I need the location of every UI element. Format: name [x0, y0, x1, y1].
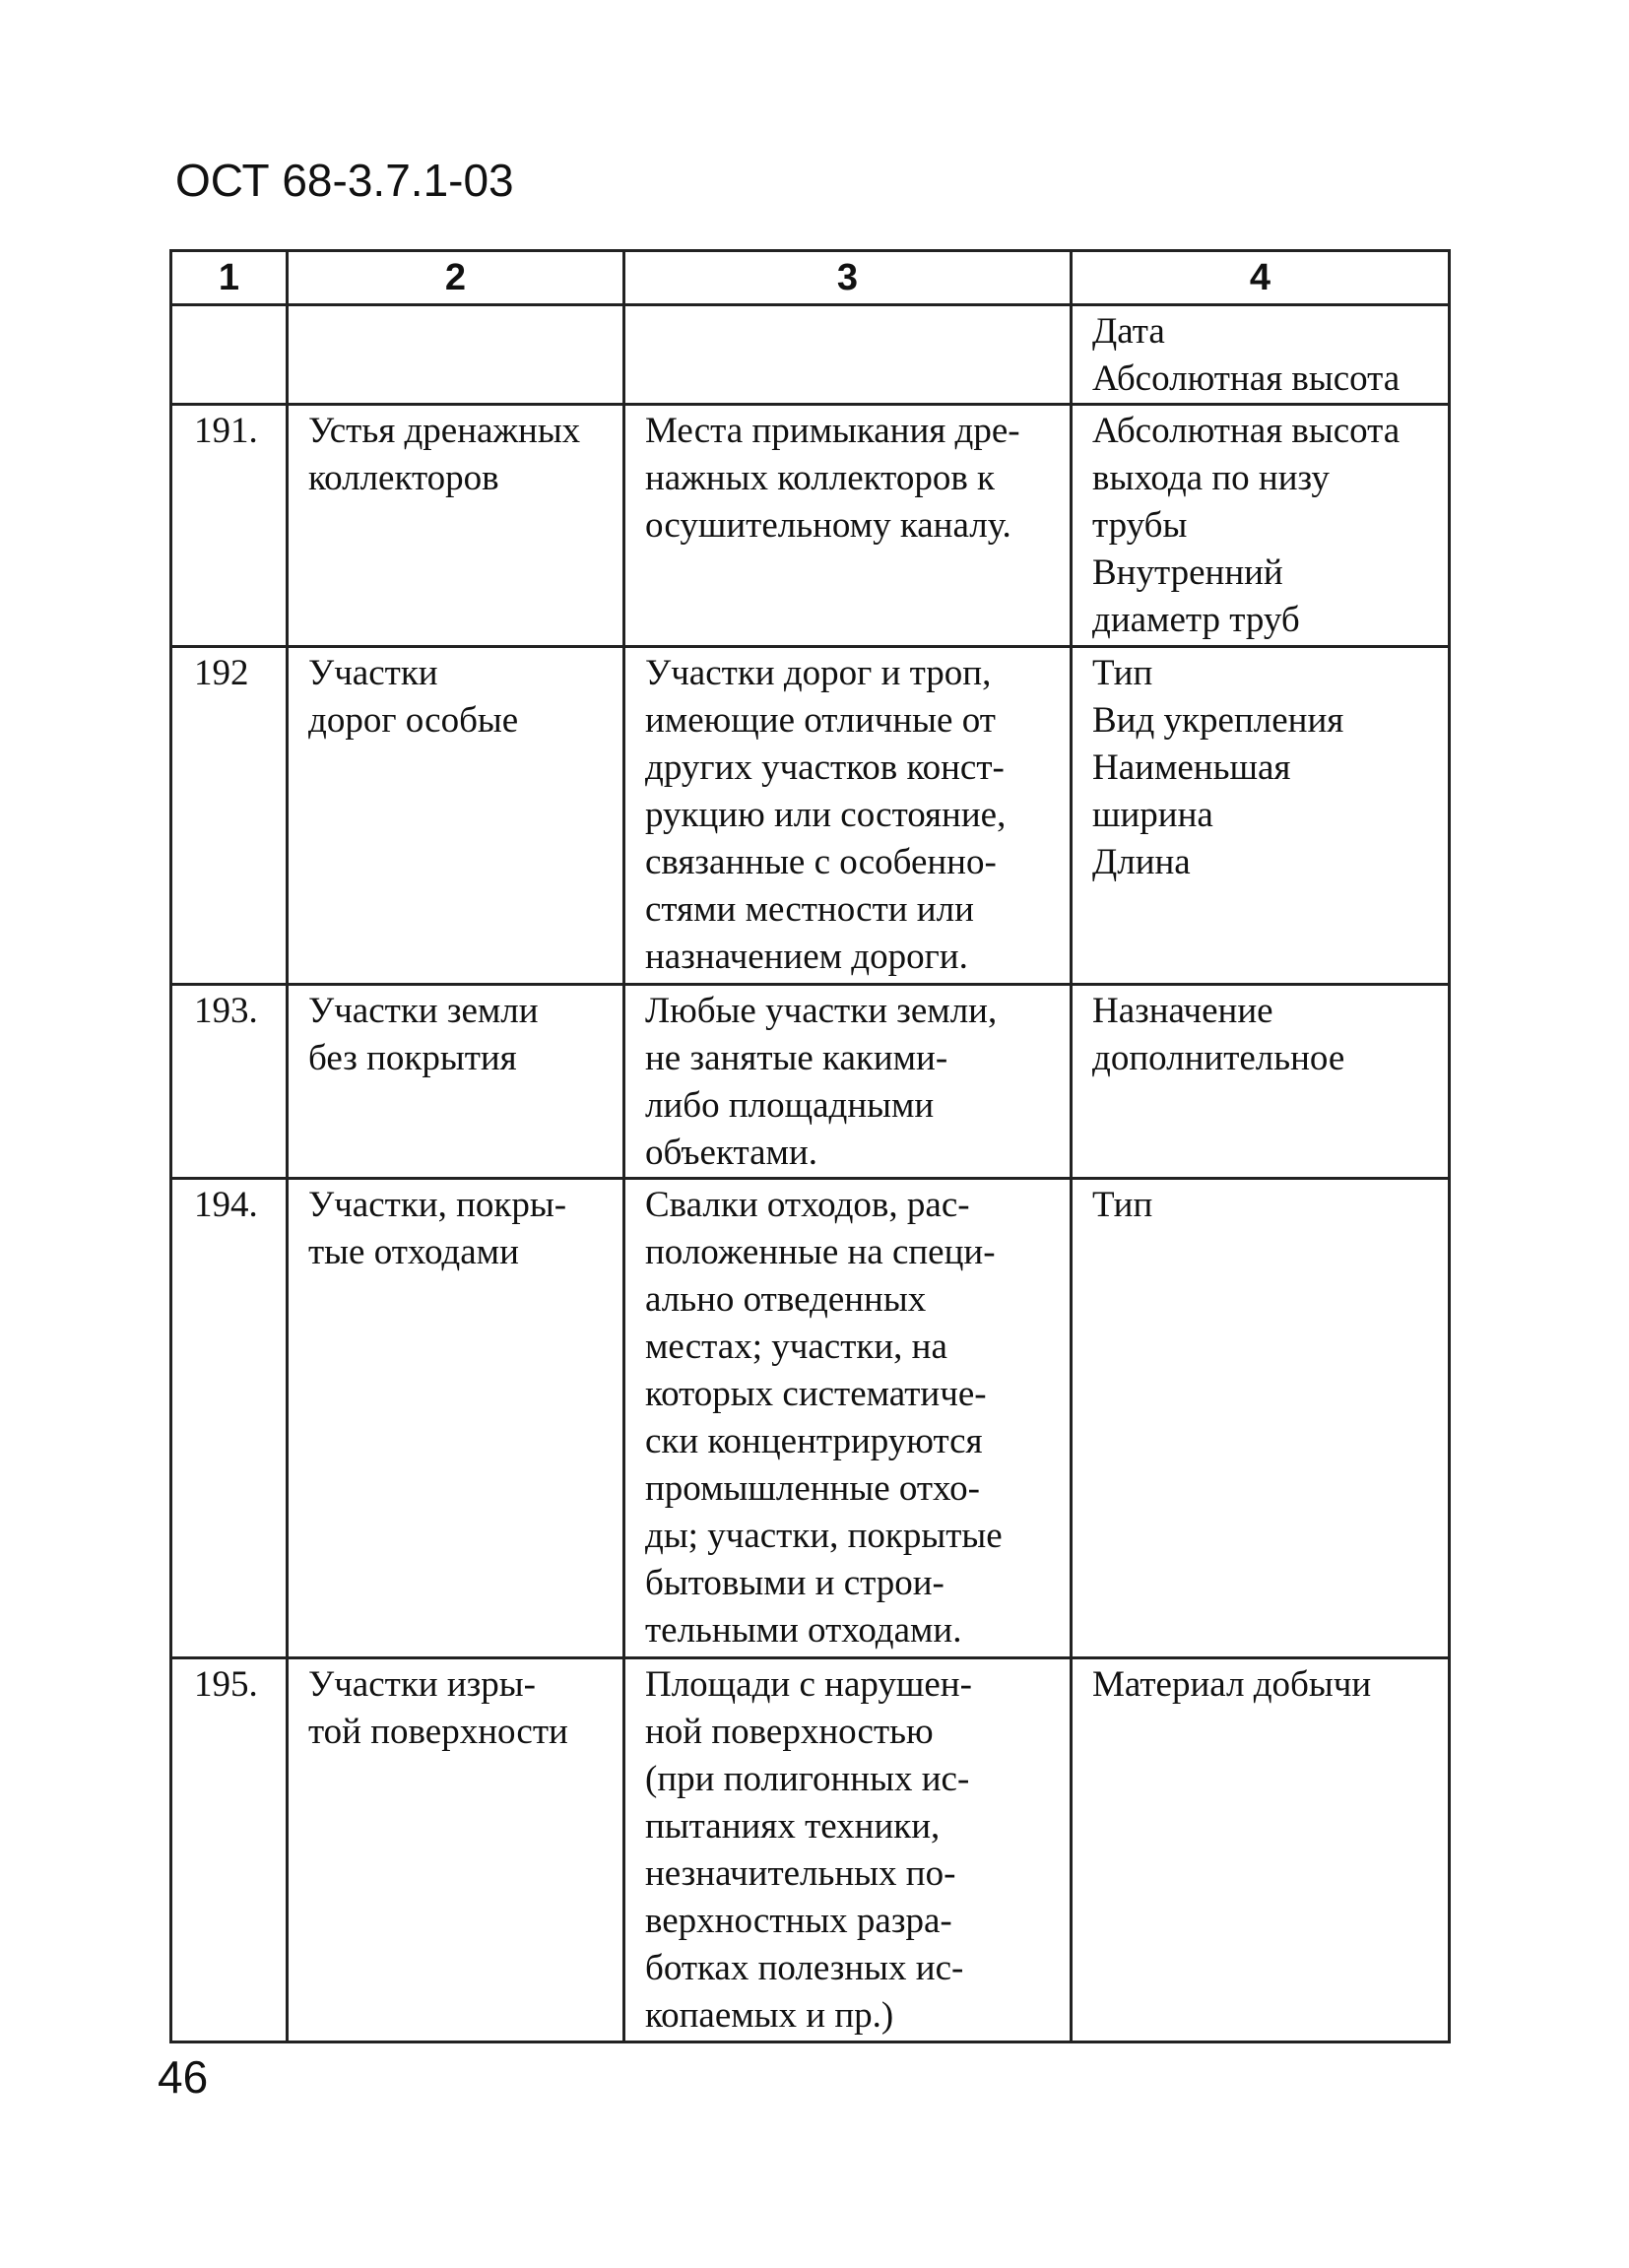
object-attributes: Материал добычи [1072, 1658, 1450, 2042]
object-name: Участки, покры- тые отходами [288, 1179, 624, 1658]
row-number: 193. [171, 985, 288, 1179]
document-code: ОСТ 68-3.7.1-03 [175, 155, 514, 206]
object-attributes: Назначение дополнительное [1072, 985, 1450, 1179]
row-number: 192 [171, 647, 288, 985]
table-row [171, 985, 1450, 1179]
object-name: Участки изры- той поверхности [288, 1658, 624, 2042]
object-name [288, 305, 624, 405]
table-header-row [171, 251, 1450, 305]
object-attributes: Тип Вид укрепления Наименьшая ширина Длина [1072, 647, 1450, 985]
object-name: Участки земли без покрытия [288, 985, 624, 1179]
page-number: 46 [158, 2051, 209, 2103]
object-description: Места примыкания дре- нажных коллекторов к осушительному каналу. [624, 405, 1072, 647]
table-row [171, 647, 1450, 985]
column-header-2: 2 [288, 251, 624, 305]
object-attributes: Абсолютная высота выхода по низу трубы Внутренний диаметр труб [1072, 405, 1450, 647]
table-row [171, 305, 1450, 405]
column-header-3: 3 [624, 251, 1072, 305]
column-header-4: 4 [1072, 251, 1450, 305]
row-number: 195. [171, 1658, 288, 2042]
object-name: Участки дорог особые [288, 647, 624, 985]
row-number [171, 305, 288, 405]
table-row [171, 1658, 1450, 2042]
object-description: Любые участки земли, не занятые какими- либо площадными объектами. [624, 985, 1072, 1179]
object-name: Устья дренажных коллекторов [288, 405, 624, 647]
column-header-1: 1 [171, 251, 288, 305]
object-description: Площади с нарушен- ной поверхностью (при полигонных ис- пытаниях техники, незначительных по- верхностных разра- ботках полезных ис- копаемых и пр.) [624, 1658, 1072, 2042]
object-description [624, 305, 1072, 405]
object-spec-table [169, 249, 1451, 2043]
row-number: 191. [171, 405, 288, 647]
object-attributes: Дата Абсолютная высота [1072, 305, 1450, 405]
table-row [171, 1179, 1450, 1658]
table-row [171, 405, 1450, 647]
object-description: Свалки отходов, рас- положенные на специ- ально отведенных местах; участки, на которых систематиче- ски концентрируются промышленные отхо- ды; участки, покрытые бытовыми и строи- тельными отходами. [624, 1179, 1072, 1658]
object-description: Участки дорог и троп, имеющие отличные от других участков конст- рукцию или состояние, связанные с особенно- стями местности или назначением дороги. [624, 647, 1072, 985]
object-attributes: Тип [1072, 1179, 1450, 1658]
row-number: 194. [171, 1179, 288, 1658]
